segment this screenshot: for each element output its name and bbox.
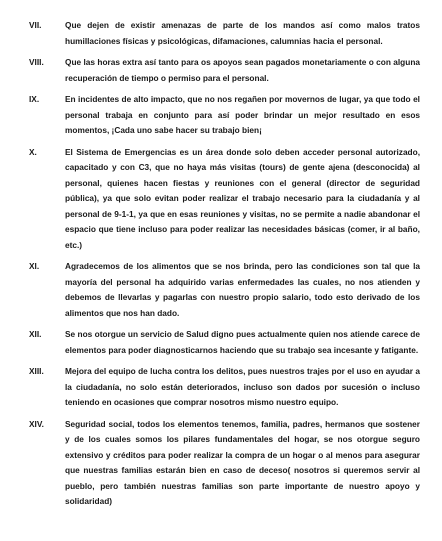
item-number: XIII.: [29, 366, 44, 376]
item-text: Mejora del equipo de lucha contra los delitos, pues nuestros trajes por el uso en ayudar a la ciudadanía, no solo están deteriorados, incluso son dados por sucesión o incluso teniendo en ocasiones que comprar nosotros mismo nuestro equipo.: [65, 366, 420, 407]
list-item-xiv: [29, 417, 420, 510]
item-number: XII.: [29, 329, 42, 339]
list-item-viii: [29, 55, 420, 86]
item-number: VII.: [29, 20, 42, 30]
item-text: Que dejen de existir amenazas de parte de los mandos así como malos tratos humillaciones físicas y psicológicas, difamaciones, calumnias hacia el personal.: [65, 20, 420, 46]
item-text: Agradecemos de los alimentos que se nos brinda, pero las condiciones son tal que la mayoría del personal ha adquirido varias enfermedades las cuales, no nos atienden y debemos de llevarlas y pagarlas con nuestro propio salario, todo esto derivado de los alimentos que nos han dado.: [65, 261, 420, 318]
item-number: XIV.: [29, 418, 44, 429]
list-item-xii: [29, 327, 420, 358]
item-text: En incidentes de alto impacto, que no nos regañen por movernos de lugar, ya que todo el personal trabaja en conjunto para así poder brindar un mejor resultado en esos momentos, ¡Cada uno sabe hacer su trabajo bien¡: [65, 94, 420, 135]
item-text: Se nos otorgue un servicio de Salud digno pues actualmente quien nos atiende carece de elementos para poder diagnosticarnos haciendo que su trabajo sea incesante y fatigante.: [65, 329, 420, 355]
list-item-xi: [29, 259, 420, 321]
item-number: XI.: [29, 261, 40, 271]
item-number: VIII.: [29, 57, 44, 67]
item-text: El Sistema de Emergencias es un área donde solo deben acceder personal autorizado, capacitado y con C3, que no haya más visitas (tours) de gente ajena (desconocida) al personal, quienes hacen fiestas y reuniones con el general (director de seguridad pública), ya que solo evitan poder realizar el trabajo necesario para la ciudadanía y al personal de 9-1-1, ya que en esas reuniones y visitas, no se permite a nadie abandonar el espacio que tiene incluso para poder realizar las necesidades básicas (comer, ir al baño, etc.): [65, 146, 420, 250]
list-item-ix: [29, 92, 420, 139]
item-text: Que las horas extra así tanto para os apoyos sean pagados monetariamente o con alguna recuperación de tiempo o permiso para el personal.: [65, 57, 420, 83]
item-number: X.: [29, 146, 37, 157]
list-item-x: [29, 145, 420, 254]
list-item-vii: [29, 18, 420, 49]
item-text: Seguridad social, todos los elementos tenemos, familia, padres, hermanos que sostener y de los cuales somos los pilares fundamentales del hogar, se nos otorgue seguro extensivo y créditos para poder realizar la compra de un hogar o al menos para asegurar que nuestras familias estarán bien en caso de deceso( nosotros si queremos servir al pueblo, pero también nuestras familias son parte importante de nuestro apoyo y solidaridad): [65, 418, 420, 506]
list-item-xiii: [29, 364, 420, 411]
item-number: IX.: [29, 94, 40, 104]
